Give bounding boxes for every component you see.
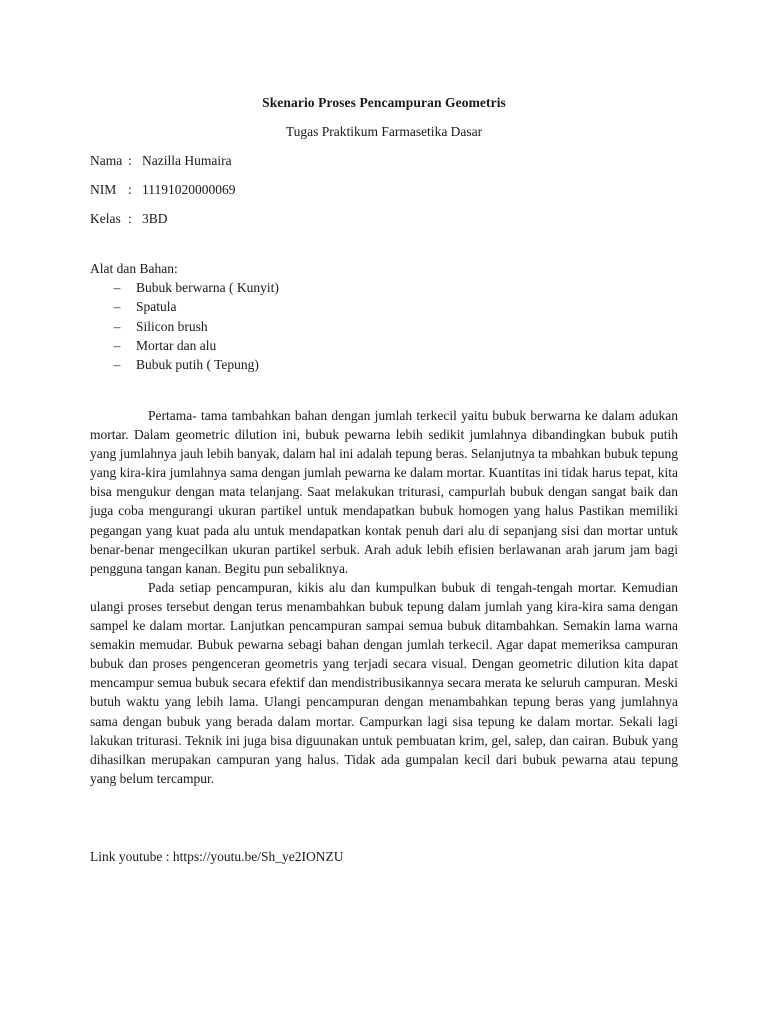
list-item xyxy=(90,278,279,297)
tools-list xyxy=(90,278,279,374)
body-text xyxy=(90,406,678,788)
list-item xyxy=(90,336,279,355)
dash-bullet: – xyxy=(113,318,121,334)
info-label: Nama xyxy=(90,153,123,168)
info-separator: : xyxy=(128,153,132,168)
document-title: Skenario Proses Pencampuran Geometris xyxy=(262,95,506,110)
info-row-nim xyxy=(90,182,236,198)
document-subtitle: Tugas Praktikum Farmasetika Dasar xyxy=(285,124,483,139)
tools-heading: Alat dan Bahan: xyxy=(90,261,178,276)
list-item-text: Bubuk putih ( Tepung) xyxy=(136,357,259,373)
list-item-text: Spatula xyxy=(136,299,177,315)
info-value: 3BD xyxy=(142,211,168,226)
list-item-text: Mortar dan alu xyxy=(136,337,217,353)
list-item xyxy=(90,317,279,336)
info-row-nama xyxy=(90,153,232,169)
dash-bullet: – xyxy=(113,299,121,315)
info-value: Nazilla Humaira xyxy=(142,153,232,168)
paragraph-1: Pertama- tama tambahkan bahan dengan jumlah terkecil yaitu bubuk berwarna ke dalam adukan mortar. Dalam geometric dilution ini, bubuk pewarna lebih sedikit jumlahnya dibandingkan bubuk putih yang jumlahnya jauh lebih banyak, dalam hal ini adalah tepung beras. Selanjutnya ta mbahkan bubuk tepung yang kira-kira jumlahnya sama dengan jumlah pewarna ke dalam mortar. Kuantitas ini tidak harus tepat, kita bisa mengukur dengan mata telanjang. Saat melakukan triturasi, campurlah bubuk dengan sangat baik dan juga coba mengurangi ukuran partikel untuk mendapatkan bubuk homogen yang halus Pastikan memiliki pegangan yang kuat pada alu untuk mendapatkan kontak penuh dari alu di sepanjang sisi dan mortar untuk benar-benar mengecilkan ukuran partikel serbuk. Arah aduk lebih efisien berlawanan arah jarum jam bagi pengguna tangan kanan. Begitu pun sebaliknya. xyxy=(90,408,678,576)
info-value: 11191020000069 xyxy=(142,182,236,197)
info-row-kelas xyxy=(90,211,168,227)
dash-bullet: – xyxy=(113,357,121,373)
list-item-text: Bubuk berwarna ( Kunyit) xyxy=(136,280,279,295)
youtube-link-line: Link youtube : https://youtu.be/Sh_ye2IONZU xyxy=(90,849,344,864)
info-label: Kelas xyxy=(90,211,121,226)
paragraph-2: Pada setiap pencampuran, kikis alu dan kumpulkan bubuk di tengah-tengah mortar. Kemudian ulangi proses tersebut dengan terus menambahkan bubuk tepung dalam jumlah yang kira-kira sama dengan sampel ke dalam mortar. Lanjutkan pencampuran sampai semua bubuk ditambahkan. Semakin lama warna semakin memudar. Bubuk pewarna sebagi bahan dengan jumlah terkecil. Agar dapat memeriksa campuran bubuk dan proses pengenceran geometris yang terjadi secara visual. Dengan geometric dilution kita dapat mencampur semua bubuk secara efektif dan mendistribusikannya secara merata ke seluruh campuran. Meski butuh waktu yang lebih lama. Ulangi pencampuran dengan menambahkan tepung beras yang jumlahnya sama dengan bubuk yang berada dalam mortar. Campurkan lagi sisa tepung ke dalam mortar. Sekali lagi lakukan triturasi. Teknik ini juga bisa diguunakan untuk pembuatan krim, gel, salep, dan cairan. Bubuk yang dihasilkan merupakan campuran yang halus. Tidak ada gumpalan kecil dari bubuk pewarna atau tepung yang belum tercampur. xyxy=(90,579,678,786)
info-separator: : xyxy=(128,211,132,226)
info-label: NIM xyxy=(90,182,117,197)
dash-bullet: – xyxy=(113,337,121,353)
info-separator: : xyxy=(128,182,132,197)
list-item xyxy=(90,355,279,374)
list-item-text: Silicon brush xyxy=(136,318,208,334)
dash-bullet: – xyxy=(113,280,121,295)
list-item xyxy=(90,297,279,316)
